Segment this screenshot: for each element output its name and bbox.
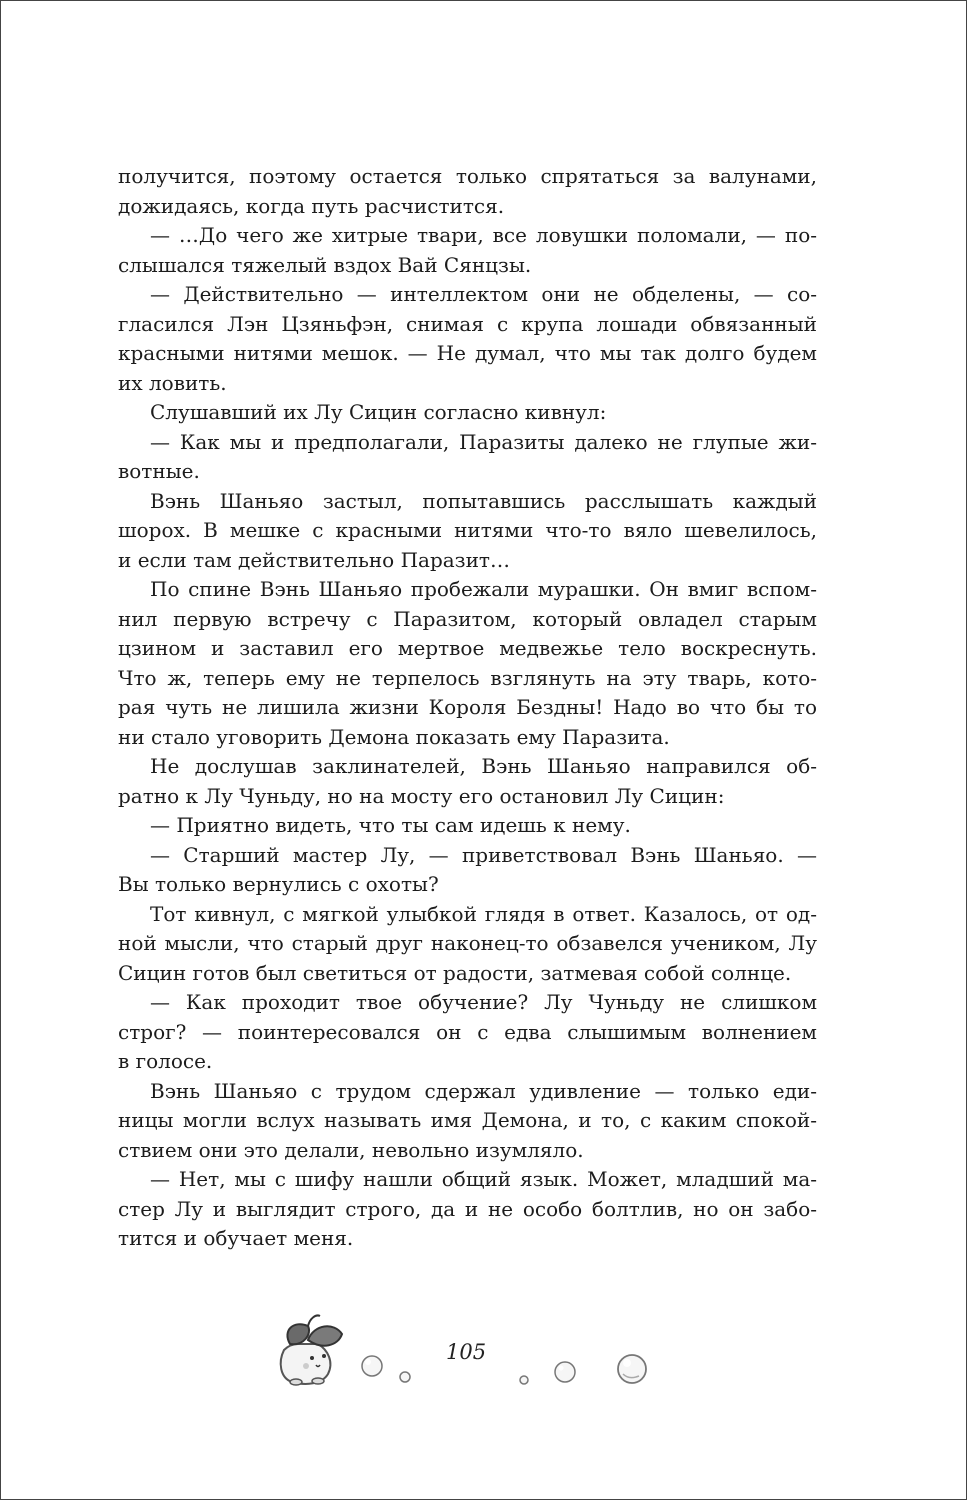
text-line: цзином и заставил его мертвое медвежье тело воскреснуть.: [118, 636, 817, 660]
text-line: нил первую встречу с Паразитом, который овладел старым: [118, 606, 817, 631]
text-line: стер Лу и выглядит строго, да и не особо болтлив, но он забо-: [118, 1196, 817, 1221]
text-line: строг? — поинтересовался он с едва слышимым волнением: [118, 1019, 817, 1044]
text-line: По спине Вэнь Шаньяо пробежали мурашки. Он вмиг вспом-: [150, 577, 817, 601]
text-line: Слушавший их Лу Сицин согласно кивнул:: [150, 400, 607, 424]
text-line: Вэнь Шаньяо с трудом сдержал удивление — только еди-: [150, 1078, 817, 1103]
text-line: ной мысли, что старый друг наконец-то обзавелся учеником, Лу: [118, 931, 817, 955]
text-line: — Действительно — интеллектом они не обделены, — со-: [150, 282, 817, 306]
text-line: ратно к Лу Чуньду, но на мосту его остановил Лу Сицин:: [118, 783, 725, 808]
text-line: получится, поэтому остается только спрятаться за валунами,: [118, 164, 817, 188]
text-line: ницы могли вслух называть имя Демона, и то, с каким спокой-: [118, 1108, 817, 1132]
text-line: Сицин готов был светиться от радости, затмевая собой солнце.: [118, 960, 792, 985]
text-line: красными нитями мешок. — Не думал, что мы так долго будем: [118, 341, 817, 365]
bubble-icon: [553, 1360, 577, 1384]
text-line: — Как мы и предполагали, Паразиты далеко не глупые жи-: [150, 429, 817, 454]
text-line: шорох. В мешке с красными нитями что-то вяло шевелилось,: [118, 518, 817, 542]
body-text: [118, 162, 817, 1254]
text-line: — Старший мастер Лу, — приветствовал Вэнь Шаньяо. —: [150, 842, 817, 867]
text-line: в голосе.: [118, 1049, 213, 1073]
text-line: Не дослушав заклинателей, Вэнь Шаньяо направился об-: [150, 754, 817, 778]
bubble-icon: [615, 1352, 649, 1386]
page-number: 105: [446, 1340, 487, 1364]
text-line: рая чуть не лишила жизни Короля Бездны! Надо во что бы то: [118, 695, 817, 719]
text-line: Тот кивнул, с мягкой улыбкой глядя в ответ. Казалось, от од-: [150, 901, 817, 926]
sprout-mascot-icon: [268, 1310, 358, 1390]
text-line: — Как проходит твое обучение? Лу Чуньду не слишком: [150, 990, 817, 1014]
text-line: Вэнь Шаньяо застыл, попытавшись расслышать каждый: [150, 488, 817, 513]
page-footer: [0, 1300, 967, 1410]
text-line: — Приятно видеть, что ты сам идешь к нему.: [150, 813, 631, 837]
text-line: и если там действительно Паразит…: [118, 547, 510, 572]
text-line: — Нет, мы с шифу нашли общий язык. Может, младший ма-: [150, 1167, 817, 1191]
text-line: Что ж, теперь ему не терпелось взглянуть на эту тварь, кото-: [118, 665, 817, 690]
bubble-icon: [360, 1354, 384, 1378]
text-line: тится и обучает меня.: [118, 1226, 354, 1250]
bubble-icon: [398, 1370, 412, 1384]
text-line: гласился Лэн Цзяньфэн, снимая с крупа лошади обвязанный: [118, 311, 817, 336]
bubble-icon: [518, 1374, 530, 1386]
text-line: слышался тяжелый вздох Вай Сянцзы.: [118, 252, 532, 277]
text-line: ни стало уговорить Демона показать ему Паразита.: [118, 724, 670, 749]
text-line: их ловить.: [118, 370, 227, 395]
text-line: Вы только вернулись с охоты?: [118, 872, 439, 896]
text-line: вотные.: [118, 459, 200, 483]
text-line: ствием они это делали, невольно изумляло.: [118, 1137, 584, 1162]
text-line: дожидаясь, когда путь расчистится.: [118, 193, 505, 218]
text-line: — …До чего же хитрые твари, все ловушки поломали, — по-: [150, 223, 817, 247]
